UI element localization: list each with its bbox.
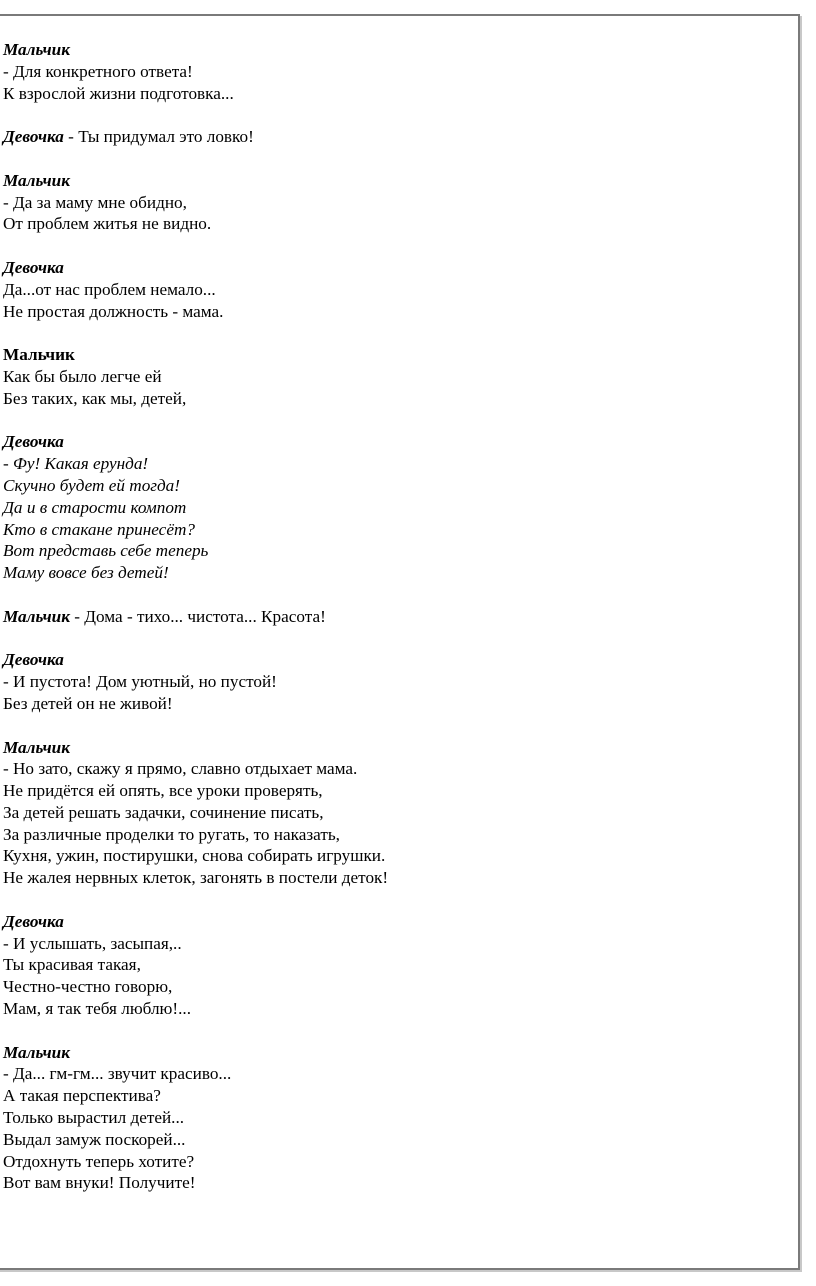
verse-line: Скучно будет ей тогда! [3, 475, 181, 495]
verse-line: - И услышать, засыпая,.. [3, 933, 182, 953]
speaker-name: Мальчик [3, 40, 70, 59]
verse-line: - Фу! Какая ерунда! [3, 454, 149, 474]
dialogue-block-girl-5 [3, 911, 783, 1020]
verse-line: - Да... гм-гм... звучит красиво... [3, 1064, 232, 1084]
dialogue-block-boy-5 [3, 737, 783, 890]
verse-line: За различные проделки то ругать, то наказать, [3, 824, 340, 844]
verse-line: - Для конкретного ответа! [3, 61, 193, 81]
verse-line: Не простая должность - мама. [3, 301, 224, 321]
dialogue-block-boy-4 [3, 606, 783, 628]
verse-line: Выдал замуж поскорей... [3, 1129, 186, 1149]
speaker-name: Девочка [3, 650, 64, 670]
verse-line: А такая перспектива? [3, 1086, 161, 1106]
verse-line: Маму вовсе без детей! [3, 563, 169, 583]
speaker-name: Мальчик [3, 1042, 70, 1062]
verse-line: Как бы было легче ей [3, 366, 162, 386]
speaker-name: Мальчик [3, 345, 75, 365]
verse-line: - Да за маму мне обидно, [3, 192, 187, 212]
dialogue-block-boy-2 [3, 170, 783, 235]
verse-line: Кухня, ужин, постирушки, снова собирать игрушки. [3, 846, 386, 866]
speaker-name: Мальчик [3, 606, 70, 626]
dialogue-block-boy-1 [3, 39, 783, 104]
verse-line: Не жалея нервных клеток, загонять в постели деток! [3, 868, 389, 888]
inline-remark: - Дома - тихо... чистота... Красота! [69, 606, 326, 626]
dialogue-block-girl-1 [3, 126, 783, 148]
verse-line: Вот представь себе теперь [3, 541, 209, 561]
verse-line: Да...от нас проблем немало... [3, 279, 216, 299]
verse-line: Да и в старости компот [3, 497, 187, 517]
verse-line: За детей решать задачки, сочинение писать, [3, 802, 324, 822]
document-body [3, 39, 783, 1216]
verse-line: Без таких, как мы, детей, [3, 388, 187, 408]
verse-line: Отдохнуть теперь хотите? [3, 1151, 195, 1171]
verse-line: Не придётся ей опять, все уроки проверять, [3, 781, 323, 801]
verse-line: - И пустота! Дом уютный, но пустой! [3, 672, 277, 692]
verse-line: - Но зато, скажу я прямо, славно отдыхает мама. [3, 759, 358, 779]
verse-line: Ты красивая такая, [3, 955, 141, 975]
verse-line: Честно-честно говорю, [3, 977, 173, 997]
dialogue-block-girl-3 [3, 431, 783, 584]
verse-line: К взрослой жизни подготовка... [3, 83, 234, 103]
verse-line: Вот вам внуки! Получите! [3, 1173, 196, 1193]
speaker-name: Девочка [3, 127, 64, 147]
verse-line: Только вырастил детей... [3, 1108, 185, 1128]
verse-line: Кто в стакане принесёт? [3, 519, 195, 539]
verse-line: Мам, я так тебя люблю!... [3, 999, 192, 1019]
speaker-name: Девочка [3, 257, 64, 277]
inline-remark: - Ты придумал это ловко! [63, 127, 254, 147]
dialogue-block-girl-2 [3, 257, 783, 322]
dialogue-block-girl-4 [3, 649, 783, 714]
dialogue-block-boy-3 [3, 344, 783, 409]
speaker-name: Мальчик [3, 737, 70, 757]
speaker-name: Девочка [3, 432, 64, 452]
speaker-name: Мальчик [3, 170, 70, 190]
speaker-name: Девочка [3, 911, 64, 931]
verse-line: Без детей он не живой! [3, 693, 173, 713]
verse-line: От проблем житья не видно. [3, 214, 212, 234]
dialogue-block-boy-6 [3, 1042, 783, 1195]
